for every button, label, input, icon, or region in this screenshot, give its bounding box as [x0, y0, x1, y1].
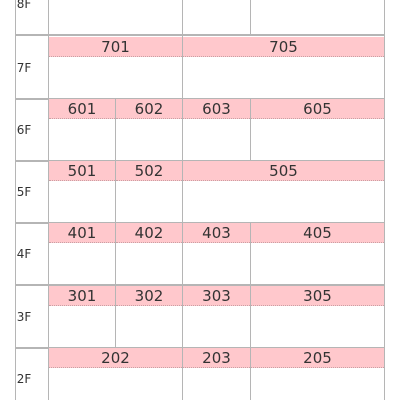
room-header-303[interactable]: 303: [183, 286, 250, 306]
room-body-303[interactable]: [183, 306, 250, 346]
room-divider: [182, 0, 183, 34]
room-body-403[interactable]: [183, 243, 250, 283]
room-body-502[interactable]: [116, 181, 182, 221]
room-header-602[interactable]: 602: [116, 99, 182, 119]
room-cell-empty[interactable]: [182, 0, 250, 34]
floor-label-3f: 3F: [16, 310, 32, 324]
room-cell-empty[interactable]: [250, 0, 384, 34]
room-divider: [384, 0, 385, 34]
floor-label-7f: 7F: [16, 61, 32, 75]
room-body-405[interactable]: [251, 243, 384, 283]
room-divider: [384, 160, 385, 222]
room-header-403[interactable]: 403: [183, 223, 250, 243]
room-body-301[interactable]: [49, 306, 115, 346]
room-body-205[interactable]: [251, 368, 384, 400]
room-body-605[interactable]: [251, 119, 384, 159]
room-cell-empty[interactable]: [115, 0, 182, 34]
room-divider: [384, 222, 385, 284]
room-body-202[interactable]: [49, 368, 182, 400]
room-divider: [384, 285, 385, 347]
room-header-203[interactable]: 203: [183, 348, 250, 368]
room-body-501[interactable]: [49, 181, 115, 221]
floor-label-2f: 2F: [16, 372, 32, 386]
room-body-203[interactable]: [183, 368, 250, 400]
room-body-302[interactable]: [116, 306, 182, 346]
room-header-205[interactable]: 205: [251, 348, 384, 368]
room-cell-empty[interactable]: [48, 0, 115, 34]
room-header-301[interactable]: 301: [49, 286, 115, 306]
room-header-601[interactable]: 601: [49, 99, 115, 119]
room-header-501[interactable]: 501: [49, 161, 115, 181]
room-body-602[interactable]: [116, 119, 182, 159]
room-header-402[interactable]: 402: [116, 223, 182, 243]
floor-separator: [15, 34, 385, 36]
room-body-305[interactable]: [251, 306, 384, 346]
room-body-603[interactable]: [183, 119, 250, 159]
room-divider: [384, 36, 385, 98]
room-body-402[interactable]: [116, 243, 182, 283]
room-body-701[interactable]: [49, 57, 182, 97]
room-header-305[interactable]: 305: [251, 286, 384, 306]
room-body-705[interactable]: [183, 57, 384, 97]
room-header-505[interactable]: 505: [183, 161, 384, 181]
grid-border: [48, 0, 49, 400]
room-header-705[interactable]: 705: [183, 37, 384, 57]
room-header-605[interactable]: 605: [251, 99, 384, 119]
grid-border: [15, 0, 16, 400]
floor-label-4f: 4F: [16, 247, 32, 261]
room-header-202[interactable]: 202: [49, 348, 182, 368]
room-body-505[interactable]: [183, 181, 384, 221]
room-header-302[interactable]: 302: [116, 286, 182, 306]
room-header-701[interactable]: 701: [49, 37, 182, 57]
room-divider: [250, 0, 251, 34]
room-header-401[interactable]: 401: [49, 223, 115, 243]
room-body-401[interactable]: [49, 243, 115, 283]
room-divider: [384, 347, 385, 400]
floor-label-5f: 5F: [16, 185, 32, 199]
room-header-603[interactable]: 603: [183, 99, 250, 119]
room-header-502[interactable]: 502: [116, 161, 182, 181]
room-header-405[interactable]: 405: [251, 223, 384, 243]
room-divider: [384, 98, 385, 160]
floor-label-8f: 8F: [16, 0, 32, 11]
room-body-601[interactable]: [49, 119, 115, 159]
floor-label-6f: 6F: [16, 123, 32, 137]
